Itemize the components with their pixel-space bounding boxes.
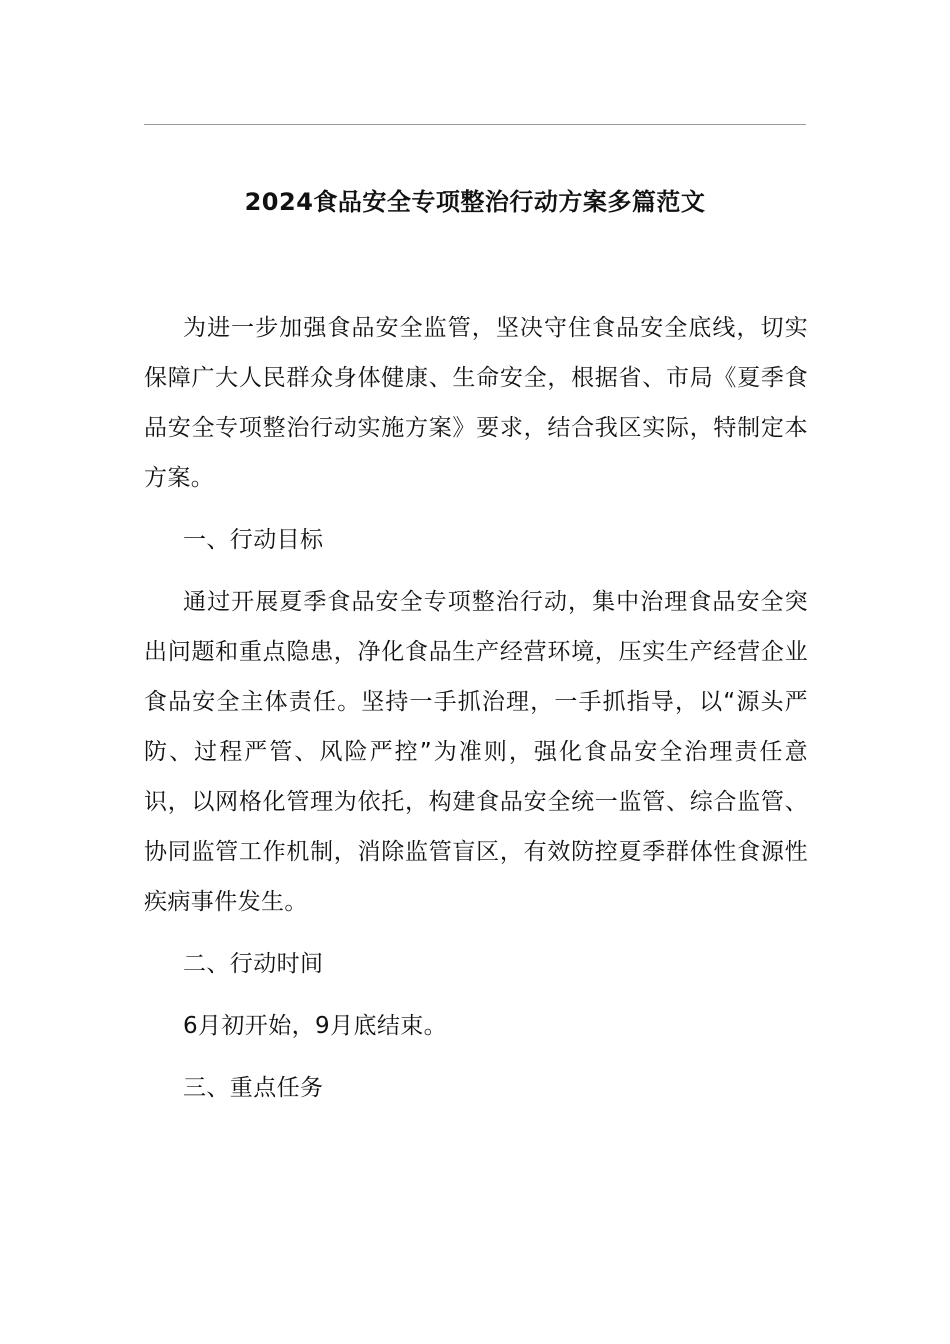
- section-heading-goals: 一、行动目标: [183, 527, 324, 553]
- document-body: [144, 303, 808, 1125]
- document-title: 2024食品安全专项整治行动方案多篇范文: [244, 188, 706, 216]
- section-heading-time: 二、行动时间: [183, 951, 324, 977]
- time-paragraph: 6月初开始，9月底结束。: [183, 1013, 448, 1039]
- goals-paragraph: 通过开展夏季食品安全专项整治行动，集中治理食品安全突出问题和重点隐患，净化食品生产经营环境，压实生产经营企业食品安全主体责任。坚持一手抓治理，一手抓指导，以“源头严防、过程严管、风险严控”为准则，强化食品安全治理责任意识，以网格化管理为依托，构建食品安全统一监管、综合监管、协同监管工作机制，消除监管盲区，有效防控夏季群体性食源性疾病事件发生。: [144, 589, 808, 915]
- section-heading-tasks: 三、重点任务: [183, 1075, 324, 1101]
- header-divider: [144, 124, 806, 125]
- intro-paragraph: 为进一步加强食品安全监管，坚决守住食品安全底线，切实保障广大人民群众身体健康、生命安全，根据省、市局《夏季食品安全专项整治行动实施方案》要求，结合我区实际，特制定本方案。: [144, 315, 808, 491]
